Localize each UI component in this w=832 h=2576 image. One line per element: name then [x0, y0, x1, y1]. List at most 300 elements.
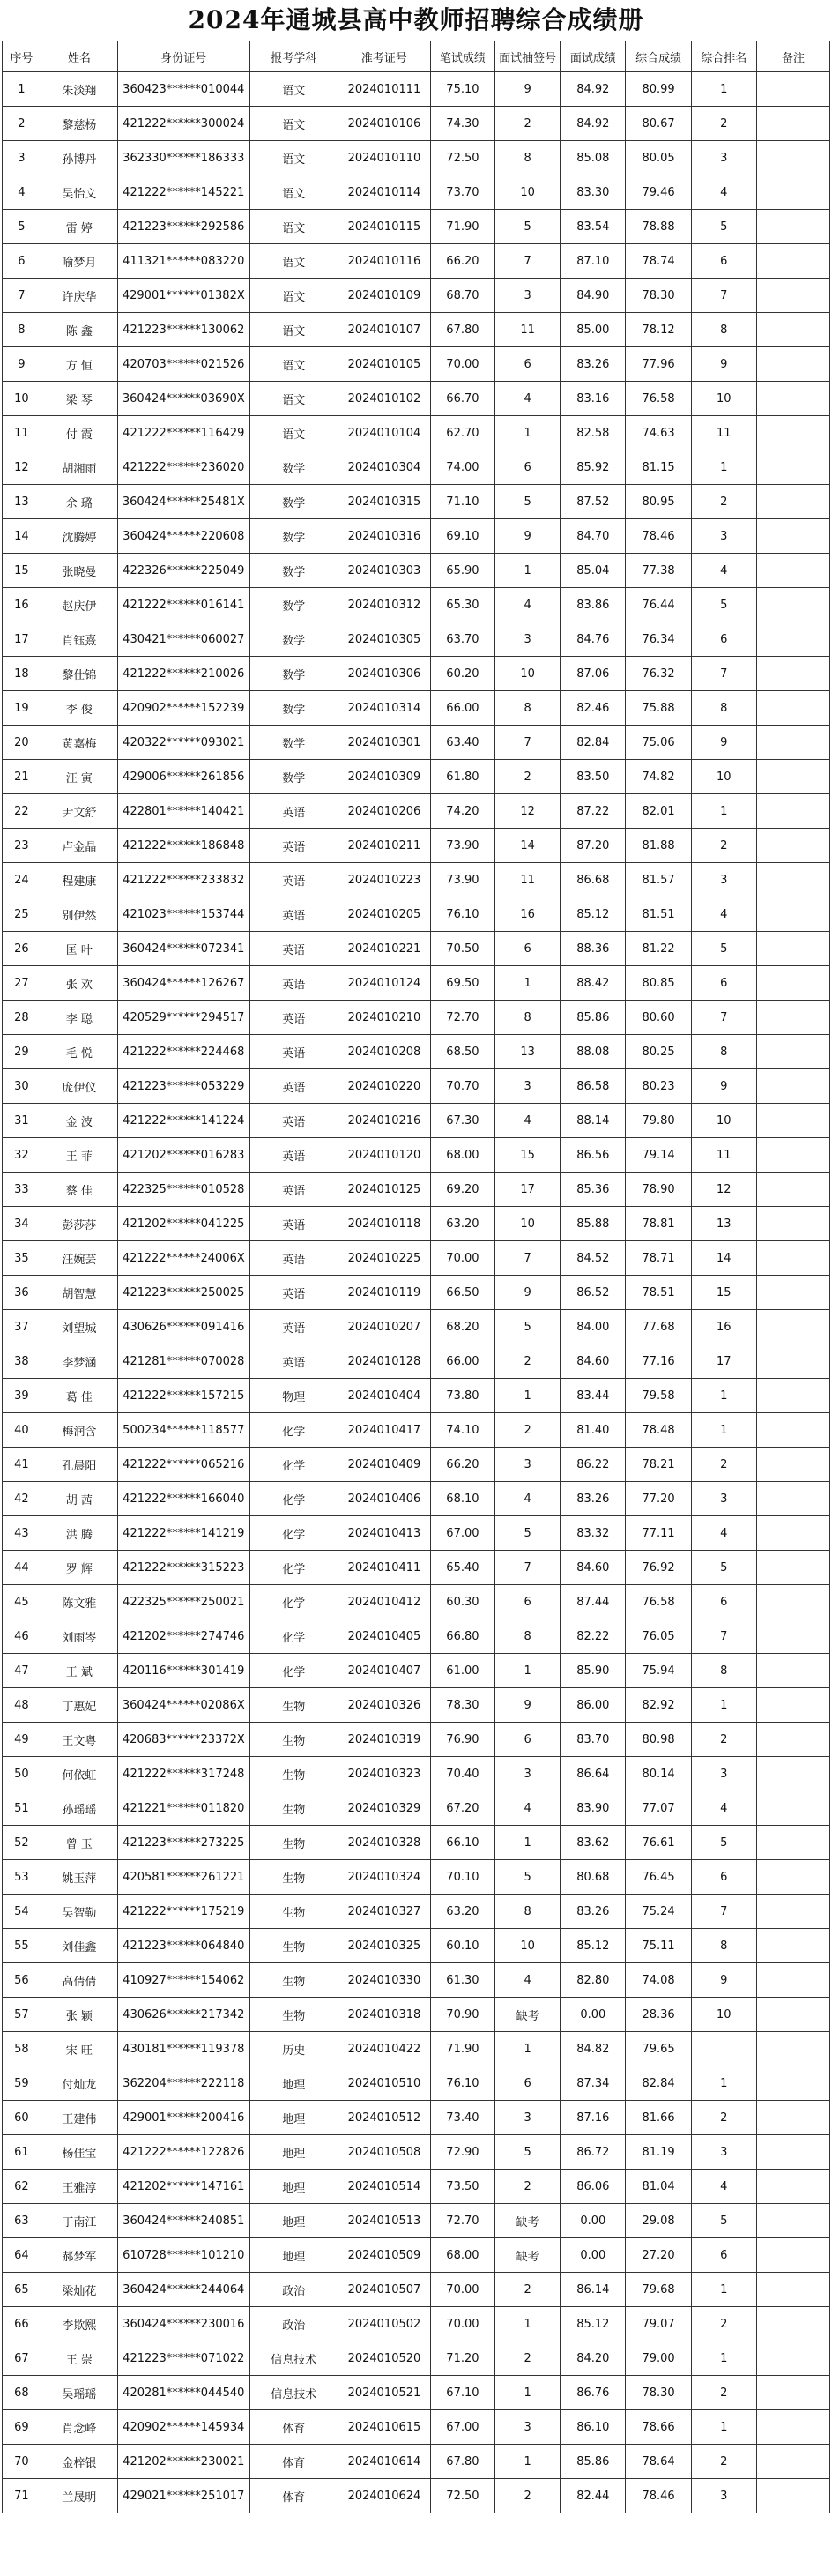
cell-name: 孔晨阳 — [41, 1448, 117, 1482]
cell-written-score: 67.20 — [430, 1791, 494, 1826]
cell-name: 宋 旺 — [41, 2032, 117, 2066]
cell-draw-number: 2 — [494, 107, 560, 141]
cell-remarks — [756, 2479, 829, 2513]
cell-subject: 语文 — [249, 210, 338, 244]
cell-draw-number: 7 — [494, 726, 560, 760]
cell-rank: 1 — [691, 1379, 756, 1413]
cell-subject: 英语 — [249, 897, 338, 932]
table-row — [3, 2376, 830, 2410]
cell-total-score: 28.36 — [626, 1998, 691, 2032]
cell-subject: 政治 — [249, 2307, 338, 2341]
cell-written-score: 73.70 — [430, 175, 494, 210]
cell-interview-score: 82.46 — [561, 691, 626, 726]
table-row — [3, 2238, 830, 2273]
cell-written-score: 72.70 — [430, 2204, 494, 2238]
cell-exam-number: 2024010324 — [338, 1860, 431, 1895]
cell-total-score: 76.32 — [626, 657, 691, 691]
cell-rank: 10 — [691, 382, 756, 416]
cell-rank: 8 — [691, 1654, 756, 1688]
cell-id-number: 421222******141219 — [118, 1516, 250, 1551]
cell-subject: 语文 — [249, 72, 338, 107]
cell-written-score: 74.10 — [430, 1413, 494, 1448]
cell-total-score: 78.51 — [626, 1276, 691, 1310]
cell-remarks — [756, 1448, 829, 1482]
cell-draw-number: 1 — [494, 416, 560, 450]
cell-interview-score: 84.70 — [561, 519, 626, 554]
cell-exam-number: 2024010208 — [338, 1035, 431, 1069]
cell-draw-number: 11 — [494, 313, 560, 347]
cell-total-score: 78.81 — [626, 1207, 691, 1241]
cell-id-number: 421222******186848 — [118, 829, 250, 863]
cell-subject: 语文 — [249, 416, 338, 450]
cell-name: 汪 寅 — [41, 760, 117, 794]
cell-seq: 39 — [3, 1379, 41, 1413]
cell-draw-number: 1 — [494, 1826, 560, 1860]
cell-seq: 1 — [3, 72, 41, 107]
cell-interview-score: 83.54 — [561, 210, 626, 244]
cell-draw-number: 2 — [494, 760, 560, 794]
cell-rank: 2 — [691, 1723, 756, 1757]
cell-exam-number: 2024010216 — [338, 1104, 431, 1138]
cell-rank: 10 — [691, 760, 756, 794]
cell-subject: 语文 — [249, 279, 338, 313]
cell-draw-number: 3 — [494, 622, 560, 657]
cell-written-score: 66.50 — [430, 1276, 494, 1310]
cell-written-score: 67.80 — [430, 2445, 494, 2479]
cell-rank: 8 — [691, 1035, 756, 1069]
cell-seq: 65 — [3, 2273, 41, 2307]
cell-id-number: 360424******240851 — [118, 2204, 250, 2238]
table-row — [3, 1895, 830, 1929]
cell-name: 方 恒 — [41, 347, 117, 382]
cell-rank: 4 — [691, 554, 756, 588]
table-row — [3, 1585, 830, 1619]
column-header-interview-score: 面试成绩 — [561, 41, 626, 72]
cell-total-score: 75.94 — [626, 1654, 691, 1688]
cell-seq: 66 — [3, 2307, 41, 2341]
cell-rank: 1 — [691, 2273, 756, 2307]
table-row — [3, 622, 830, 657]
column-header-name: 姓名 — [41, 41, 117, 72]
column-header-subject: 报考学科 — [249, 41, 338, 72]
cell-exam-number: 2024010116 — [338, 244, 431, 279]
cell-seq: 55 — [3, 1929, 41, 1963]
cell-interview-score: 0.00 — [561, 1998, 626, 2032]
cell-total-score: 78.90 — [626, 1173, 691, 1207]
cell-interview-score: 85.12 — [561, 897, 626, 932]
cell-interview-score: 86.68 — [561, 863, 626, 897]
cell-subject: 英语 — [249, 966, 338, 1001]
cell-id-number: 421222******315223 — [118, 1551, 250, 1585]
cell-interview-score: 87.06 — [561, 657, 626, 691]
cell-rank: 5 — [691, 210, 756, 244]
cell-subject: 数学 — [249, 657, 338, 691]
table-row — [3, 1723, 830, 1757]
cell-id-number: 421223******071022 — [118, 2341, 250, 2376]
table-row — [3, 1963, 830, 1998]
cell-rank: 13 — [691, 1207, 756, 1241]
cell-exam-number: 2024010509 — [338, 2238, 431, 2273]
cell-rank: 6 — [691, 1585, 756, 1619]
cell-rank: 5 — [691, 1826, 756, 1860]
cell-id-number: 360424******072341 — [118, 932, 250, 966]
cell-id-number: 420281******044540 — [118, 2376, 250, 2410]
cell-seq: 31 — [3, 1104, 41, 1138]
cell-interview-score: 85.36 — [561, 1173, 626, 1207]
cell-id-number: 420683******23372X — [118, 1723, 250, 1757]
cell-subject: 化学 — [249, 1516, 338, 1551]
cell-total-score: 76.05 — [626, 1619, 691, 1654]
table-row — [3, 932, 830, 966]
cell-exam-number: 2024010225 — [338, 1241, 431, 1276]
cell-total-score: 80.67 — [626, 107, 691, 141]
cell-written-score: 60.30 — [430, 1585, 494, 1619]
cell-id-number: 610728******101210 — [118, 2238, 250, 2273]
cell-draw-number: 8 — [494, 1619, 560, 1654]
cell-rank: 3 — [691, 2479, 756, 2513]
score-table — [2, 41, 830, 2513]
table-row — [3, 1826, 830, 1860]
cell-remarks — [756, 2032, 829, 2066]
cell-exam-number: 2024010615 — [338, 2410, 431, 2445]
cell-rank: 8 — [691, 691, 756, 726]
cell-draw-number: 6 — [494, 2066, 560, 2101]
cell-exam-number: 2024010502 — [338, 2307, 431, 2341]
cell-rank: 9 — [691, 1069, 756, 1104]
cell-exam-number: 2024010327 — [338, 1895, 431, 1929]
cell-name: 高倩倩 — [41, 1963, 117, 1998]
cell-written-score: 73.80 — [430, 1379, 494, 1413]
cell-seq: 52 — [3, 1826, 41, 1860]
cell-id-number: 430421******060027 — [118, 622, 250, 657]
cell-subject: 生物 — [249, 1929, 338, 1963]
cell-rank: 7 — [691, 1001, 756, 1035]
column-header-rank: 综合排名 — [691, 41, 756, 72]
cell-total-score: 76.34 — [626, 622, 691, 657]
cell-interview-score: 86.06 — [561, 2170, 626, 2204]
cell-written-score: 74.00 — [430, 450, 494, 485]
cell-draw-number: 1 — [494, 2307, 560, 2341]
cell-total-score: 76.44 — [626, 588, 691, 622]
cell-rank: 11 — [691, 416, 756, 450]
cell-name: 孙博丹 — [41, 141, 117, 175]
cell-remarks — [756, 1516, 829, 1551]
cell-exam-number: 2024010323 — [338, 1757, 431, 1791]
cell-seq: 46 — [3, 1619, 41, 1654]
cell-written-score: 65.90 — [430, 554, 494, 588]
cell-remarks — [756, 1173, 829, 1207]
cell-written-score: 68.10 — [430, 1482, 494, 1516]
cell-written-score: 72.50 — [430, 141, 494, 175]
cell-draw-number: 1 — [494, 2445, 560, 2479]
cell-written-score: 70.10 — [430, 1860, 494, 1895]
cell-exam-number: 2024010211 — [338, 829, 431, 863]
table-row — [3, 210, 830, 244]
cell-rank: 1 — [691, 2410, 756, 2445]
cell-written-score: 70.40 — [430, 1757, 494, 1791]
cell-interview-score: 85.90 — [561, 1654, 626, 1688]
cell-id-number: 360423******010044 — [118, 72, 250, 107]
cell-remarks — [756, 1826, 829, 1860]
cell-remarks — [756, 2238, 829, 2273]
cell-subject: 英语 — [249, 1344, 338, 1379]
cell-interview-score: 84.82 — [561, 2032, 626, 2066]
cell-id-number: 421222******317248 — [118, 1757, 250, 1791]
cell-total-score: 80.98 — [626, 1723, 691, 1757]
cell-id-number: 411321******083220 — [118, 244, 250, 279]
cell-name: 毛 悦 — [41, 1035, 117, 1069]
cell-subject: 生物 — [249, 1791, 338, 1826]
cell-draw-number: 17 — [494, 1173, 560, 1207]
cell-remarks — [756, 1723, 829, 1757]
cell-seq: 42 — [3, 1482, 41, 1516]
table-row — [3, 2341, 830, 2376]
cell-written-score: 70.70 — [430, 1069, 494, 1104]
cell-seq: 18 — [3, 657, 41, 691]
cell-name: 肖钰熹 — [41, 622, 117, 657]
cell-written-score: 68.70 — [430, 279, 494, 313]
cell-rank: 6 — [691, 1860, 756, 1895]
cell-rank: 6 — [691, 622, 756, 657]
cell-subject: 语文 — [249, 244, 338, 279]
cell-seq: 22 — [3, 794, 41, 829]
cell-subject: 英语 — [249, 1241, 338, 1276]
cell-rank: 3 — [691, 519, 756, 554]
cell-rank: 7 — [691, 657, 756, 691]
cell-subject: 化学 — [249, 1482, 338, 1516]
cell-remarks — [756, 1757, 829, 1791]
table-row — [3, 2032, 830, 2066]
cell-seq: 33 — [3, 1173, 41, 1207]
cell-interview-score: 82.84 — [561, 726, 626, 760]
cell-exam-number: 2024010301 — [338, 726, 431, 760]
cell-written-score: 62.70 — [430, 416, 494, 450]
table-row — [3, 1516, 830, 1551]
cell-subject: 英语 — [249, 794, 338, 829]
cell-name: 吴怡文 — [41, 175, 117, 210]
cell-seq: 48 — [3, 1688, 41, 1723]
cell-rank: 3 — [691, 141, 756, 175]
cell-total-score: 77.07 — [626, 1791, 691, 1826]
cell-rank: 3 — [691, 1757, 756, 1791]
cell-seq: 62 — [3, 2170, 41, 2204]
cell-rank: 2 — [691, 107, 756, 141]
cell-remarks — [756, 760, 829, 794]
cell-remarks — [756, 726, 829, 760]
cell-written-score: 63.20 — [430, 1207, 494, 1241]
cell-exam-number: 2024010210 — [338, 1001, 431, 1035]
cell-total-score: 80.60 — [626, 1001, 691, 1035]
cell-name: 赵庆伊 — [41, 588, 117, 622]
cell-remarks — [756, 1310, 829, 1344]
cell-rank: 1 — [691, 1688, 756, 1723]
cell-written-score: 69.20 — [430, 1173, 494, 1207]
table-row — [3, 657, 830, 691]
cell-total-score: 76.92 — [626, 1551, 691, 1585]
cell-id-number: 422326******225049 — [118, 554, 250, 588]
cell-id-number: 421222******24006X — [118, 1241, 250, 1276]
cell-name: 王雅淳 — [41, 2170, 117, 2204]
cell-interview-score: 85.08 — [561, 141, 626, 175]
cell-seq: 44 — [3, 1551, 41, 1585]
cell-rank: 5 — [691, 1551, 756, 1585]
cell-name: 李 俊 — [41, 691, 117, 726]
cell-id-number: 421222******116429 — [118, 416, 250, 450]
cell-written-score: 72.50 — [430, 2479, 494, 2513]
cell-subject: 数学 — [249, 554, 338, 588]
cell-seq: 25 — [3, 897, 41, 932]
table-row — [3, 244, 830, 279]
cell-id-number: 421222******157215 — [118, 1379, 250, 1413]
cell-exam-number: 2024010412 — [338, 1585, 431, 1619]
cell-total-score: 78.30 — [626, 279, 691, 313]
cell-exam-number: 2024010125 — [338, 1173, 431, 1207]
cell-id-number: 421222******016141 — [118, 588, 250, 622]
cell-id-number: 500234******118577 — [118, 1413, 250, 1448]
cell-exam-number: 2024010510 — [338, 2066, 431, 2101]
cell-subject: 数学 — [249, 622, 338, 657]
cell-subject: 体育 — [249, 2445, 338, 2479]
cell-rank: 3 — [691, 2135, 756, 2170]
cell-name: 郝梦军 — [41, 2238, 117, 2273]
cell-draw-number: 9 — [494, 1276, 560, 1310]
cell-total-score: 79.65 — [626, 2032, 691, 2066]
cell-name: 胡湘雨 — [41, 450, 117, 485]
cell-interview-score: 83.26 — [561, 347, 626, 382]
cell-total-score: 74.08 — [626, 1963, 691, 1998]
cell-total-score: 75.24 — [626, 1895, 691, 1929]
cell-seq: 9 — [3, 347, 41, 382]
cell-name: 程建康 — [41, 863, 117, 897]
cell-seq: 63 — [3, 2204, 41, 2238]
cell-name: 刘雨岑 — [41, 1619, 117, 1654]
table-row — [3, 1276, 830, 1310]
table-row — [3, 1998, 830, 2032]
table-row — [3, 1413, 830, 1448]
cell-subject: 政治 — [249, 2273, 338, 2307]
cell-name: 陈 鑫 — [41, 313, 117, 347]
cell-rank: 5 — [691, 2204, 756, 2238]
cell-subject: 英语 — [249, 1035, 338, 1069]
table-row — [3, 1757, 830, 1791]
cell-name: 姚玉萍 — [41, 1860, 117, 1895]
cell-id-number: 421202******016283 — [118, 1138, 250, 1173]
table-row — [3, 1173, 830, 1207]
table-row — [3, 1379, 830, 1413]
cell-subject: 数学 — [249, 485, 338, 519]
cell-rank: 15 — [691, 1276, 756, 1310]
cell-written-score: 68.20 — [430, 1310, 494, 1344]
table-row — [3, 2101, 830, 2135]
cell-exam-number: 2024010207 — [338, 1310, 431, 1344]
cell-rank: 8 — [691, 1929, 756, 1963]
cell-name: 丁惠妃 — [41, 1688, 117, 1723]
cell-written-score: 69.50 — [430, 966, 494, 1001]
column-header-written-score: 笔试成绩 — [430, 41, 494, 72]
cell-remarks — [756, 1379, 829, 1413]
table-row — [3, 175, 830, 210]
cell-id-number: 360424******230016 — [118, 2307, 250, 2341]
cell-seq: 14 — [3, 519, 41, 554]
cell-rank: 8 — [691, 313, 756, 347]
cell-subject: 地理 — [249, 2170, 338, 2204]
cell-exam-number: 2024010520 — [338, 2341, 431, 2376]
cell-written-score: 67.00 — [430, 2410, 494, 2445]
cell-total-score: 81.66 — [626, 2101, 691, 2135]
cell-total-score: 77.68 — [626, 1310, 691, 1344]
cell-subject: 英语 — [249, 1310, 338, 1344]
table-row — [3, 1482, 830, 1516]
cell-total-score: 81.04 — [626, 2170, 691, 2204]
cell-total-score: 79.14 — [626, 1138, 691, 1173]
cell-exam-number: 2024010413 — [338, 1516, 431, 1551]
table-row — [3, 588, 830, 622]
cell-written-score: 71.90 — [430, 2032, 494, 2066]
cell-remarks — [756, 1276, 829, 1310]
cell-draw-number: 8 — [494, 1001, 560, 1035]
cell-total-score: 80.99 — [626, 72, 691, 107]
cell-draw-number: 4 — [494, 1482, 560, 1516]
cell-subject: 语文 — [249, 313, 338, 347]
header-row — [3, 41, 830, 72]
cell-interview-score: 84.92 — [561, 107, 626, 141]
cell-id-number: 421223******053229 — [118, 1069, 250, 1104]
cell-interview-score: 85.92 — [561, 450, 626, 485]
cell-exam-number: 2024010111 — [338, 72, 431, 107]
cell-written-score: 61.30 — [430, 1963, 494, 1998]
cell-remarks — [756, 2273, 829, 2307]
cell-exam-number: 2024010325 — [338, 1929, 431, 1963]
cell-exam-number: 2024010305 — [338, 622, 431, 657]
cell-id-number: 360424******02086X — [118, 1688, 250, 1723]
cell-interview-score: 86.72 — [561, 2135, 626, 2170]
cell-subject: 生物 — [249, 1998, 338, 2032]
page-title: 2024年通城县高中教师招聘综合成绩册 — [188, 5, 644, 34]
cell-remarks — [756, 863, 829, 897]
cell-seq: 61 — [3, 2135, 41, 2170]
cell-name: 肖念峰 — [41, 2410, 117, 2445]
cell-written-score: 72.70 — [430, 1001, 494, 1035]
cell-remarks — [756, 519, 829, 554]
cell-written-score: 66.20 — [430, 1448, 494, 1482]
cell-id-number: 410927******154062 — [118, 1963, 250, 1998]
cell-exam-number: 2024010328 — [338, 1826, 431, 1860]
cell-exam-number: 2024010319 — [338, 1723, 431, 1757]
cell-id-number: 360424******25481X — [118, 485, 250, 519]
cell-seq: 50 — [3, 1757, 41, 1791]
cell-interview-score: 85.86 — [561, 1001, 626, 1035]
cell-written-score: 67.00 — [430, 1516, 494, 1551]
cell-interview-score: 0.00 — [561, 2238, 626, 2273]
cell-draw-number: 5 — [494, 1310, 560, 1344]
cell-exam-number: 2024010102 — [338, 382, 431, 416]
cell-name: 蔡 佳 — [41, 1173, 117, 1207]
cell-interview-score: 83.90 — [561, 1791, 626, 1826]
cell-interview-score: 86.14 — [561, 2273, 626, 2307]
cell-written-score: 65.40 — [430, 1551, 494, 1585]
cell-seq: 70 — [3, 2445, 41, 2479]
cell-subject: 化学 — [249, 1413, 338, 1448]
cell-exam-number: 2024010118 — [338, 1207, 431, 1241]
cell-total-score: 81.22 — [626, 932, 691, 966]
cell-draw-number: 8 — [494, 1895, 560, 1929]
cell-exam-number: 2024010220 — [338, 1069, 431, 1104]
cell-interview-score: 87.52 — [561, 485, 626, 519]
table-row — [3, 829, 830, 863]
cell-total-score: 74.63 — [626, 416, 691, 450]
cell-draw-number: 3 — [494, 2410, 560, 2445]
table-row — [3, 1207, 830, 1241]
